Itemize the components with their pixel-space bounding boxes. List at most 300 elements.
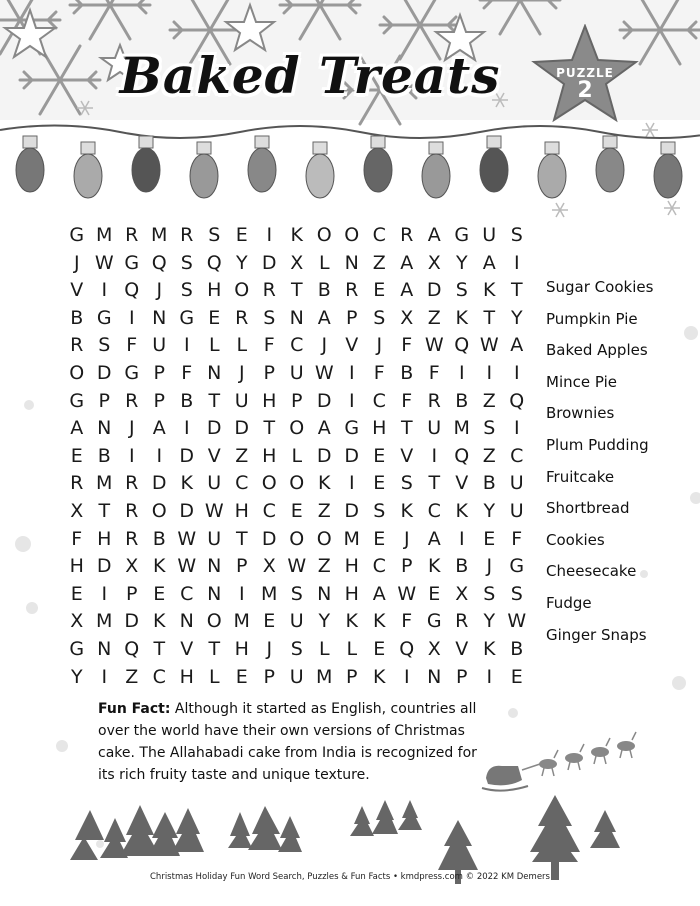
grid-letter[interactable]: J [266,637,273,660]
grid-letter[interactable]: M [96,610,113,633]
grid-letter[interactable]: G [344,417,360,440]
grid-letter[interactable]: O [316,527,332,550]
grid-letter[interactable]: R [125,527,139,550]
grid-letter[interactable]: I [183,334,190,357]
light-bulb-icon [422,142,450,198]
grid-letter[interactable]: O [261,472,277,495]
grid-letter[interactable]: B [97,444,111,467]
grid-letter[interactable]: E [483,527,496,550]
grid-letter[interactable]: R [400,224,414,246]
grid-letter[interactable]: F [71,527,83,550]
grid-letter[interactable]: N [207,582,222,605]
grid-letter[interactable]: W [397,582,417,605]
grid-letter[interactable]: S [510,582,523,605]
grid-letter[interactable]: Y [235,251,248,274]
grid-letter[interactable]: L [208,665,220,688]
grid-letter[interactable]: I [513,361,520,384]
grid-letter[interactable]: K [290,224,303,246]
grid-letter[interactable]: S [263,306,276,329]
grid-letter[interactable]: X [400,306,414,329]
grid-letter[interactable]: R [262,279,276,302]
grid-letter[interactable]: A [400,251,414,274]
grid-letter[interactable]: X [125,555,139,578]
grid-letter[interactable]: G [426,610,442,633]
grid-letter[interactable]: U [509,499,524,522]
grid-letter[interactable]: L [208,334,220,357]
string-lights [0,118,700,208]
grid-letter[interactable]: K [318,472,331,495]
grid-letter[interactable]: N [289,306,304,329]
grid-letter[interactable]: S [373,306,386,329]
grid-letter[interactable]: N [207,361,222,384]
grid-letter[interactable]: R [235,306,249,329]
grid-letter[interactable]: F [181,361,193,384]
grid-letter[interactable]: E [373,279,386,302]
grid-letter[interactable]: S [483,417,496,440]
grid-letter[interactable]: Z [482,444,496,467]
grid-letter[interactable]: Z [372,251,386,274]
grid-letter[interactable]: T [208,389,221,412]
grid-letter[interactable]: C [372,555,386,578]
grid-letter[interactable]: E [428,582,441,605]
grid-letter[interactable]: A [372,582,386,605]
grid-letter[interactable]: T [98,499,111,522]
grid-letter[interactable]: F [511,527,523,550]
grid-letter[interactable]: T [263,417,276,440]
grid-letter[interactable]: V [455,637,469,660]
grid-letter[interactable]: K [373,665,386,688]
grid-letter[interactable]: A [70,417,84,440]
grid-letter[interactable]: G [124,361,140,384]
grid-letter[interactable]: G [69,389,85,412]
grid-letter[interactable]: H [179,665,194,688]
grid-letter[interactable]: R [70,472,84,495]
grid-letter[interactable]: U [509,472,524,495]
grid-letter[interactable]: R [125,499,139,522]
grid-letter[interactable]: W [507,610,527,633]
grid-letter[interactable]: O [69,361,85,384]
grid-letter[interactable]: I [101,582,108,605]
grid-letter[interactable]: R [70,334,84,357]
grid-letter[interactable]: S [483,582,496,605]
grid-letter[interactable]: P [346,665,358,688]
grid-letter[interactable]: X [290,251,304,274]
grid-letter[interactable]: C [262,499,276,522]
grid-letter[interactable]: E [290,499,303,522]
grid-letter[interactable]: F [373,361,385,384]
grid-letter[interactable]: E [208,306,221,329]
grid-letter[interactable]: E [235,224,248,246]
grid-letter[interactable]: U [207,527,222,550]
grid-letter[interactable]: I [431,444,438,467]
fun-fact-label: Fun Fact: [98,701,171,717]
grid-letter[interactable]: L [318,251,330,274]
grid-letter[interactable]: I [238,582,245,605]
grid-letter[interactable]: X [70,499,84,522]
grid-letter[interactable]: T [290,279,303,302]
grid-letter[interactable]: I [513,417,520,440]
grid-letter[interactable]: M [96,472,113,495]
grid-letter[interactable]: G [69,637,85,660]
grid-letter[interactable]: I [183,417,190,440]
grid-letter[interactable]: D [261,251,277,274]
grid-letter[interactable]: P [153,389,165,412]
grid-letter[interactable]: K [153,555,166,578]
grid-letter[interactable]: J [376,334,383,357]
grid-letter[interactable]: O [206,610,222,633]
grid-letter[interactable]: J [321,334,328,357]
grid-letter[interactable]: B [455,389,469,412]
grid-letter[interactable]: K [428,555,441,578]
grid-letter[interactable]: V [207,444,221,467]
grid-letter[interactable]: C [180,582,194,605]
grid-letter[interactable]: D [151,472,167,495]
word-list-item: Fudge [546,593,592,612]
light-bulb-icon [654,142,682,198]
grid-letter[interactable]: R [345,279,359,302]
grid-letter[interactable]: F [428,361,440,384]
grid-letter[interactable]: S [455,279,468,302]
grid-letter[interactable]: L [236,334,248,357]
grid-letter[interactable]: H [207,279,222,302]
grid-letter[interactable]: L [346,637,358,660]
grid-letter[interactable]: N [97,637,112,660]
grid-letter[interactable]: O [289,527,305,550]
grid-letter[interactable]: C [290,334,304,357]
grid-letter[interactable]: I [486,665,493,688]
grid-letter[interactable]: C [372,224,386,246]
grid-letter[interactable]: O [344,224,360,246]
grid-letter[interactable]: U [234,389,249,412]
grid-letter[interactable]: C [235,472,249,495]
grid-letter[interactable]: Z [317,499,331,522]
grid-letter[interactable]: I [458,527,465,550]
grid-letter[interactable]: F [401,389,413,412]
grid-letter[interactable]: G [509,555,525,578]
grid-letter[interactable]: E [373,444,386,467]
grid-letter[interactable]: D [426,279,442,302]
grid-letter[interactable]: W [287,555,307,578]
grid-letter[interactable]: J [73,251,80,274]
grid-letter[interactable]: Y [483,499,496,522]
grid-letter[interactable]: Q [509,389,525,412]
grid-letter[interactable]: F [126,334,138,357]
grid-letter[interactable]: B [455,555,469,578]
grid-letter[interactable]: O [234,279,250,302]
grid-letter[interactable]: I [486,361,493,384]
grid-letter[interactable]: D [96,361,112,384]
grid-letter[interactable]: L [318,637,330,660]
grid-letter[interactable]: Y [483,610,496,633]
grid-letter[interactable]: B [70,306,84,329]
grid-letter[interactable]: N [152,306,167,329]
grid-letter[interactable]: P [346,306,358,329]
grid-letter[interactable]: H [262,444,277,467]
grid-letter[interactable]: I [266,224,273,246]
grid-letter[interactable]: P [263,361,275,384]
grid-letter[interactable]: Q [454,444,470,467]
grid-letter[interactable]: A [482,251,496,274]
grid-letter[interactable]: E [373,527,386,550]
grid-letter[interactable]: Y [318,610,331,633]
grid-letter[interactable]: P [291,389,303,412]
grid-letter[interactable]: A [152,417,166,440]
grid-letter[interactable]: D [316,389,332,412]
grid-letter[interactable]: V [455,472,469,495]
grid-letter[interactable]: A [317,306,331,329]
grid-letter[interactable]: Z [235,444,249,467]
grid-letter[interactable]: A [400,279,414,302]
grid-letter[interactable]: R [427,389,441,412]
grid-letter[interactable]: I [128,444,135,467]
grid-letter[interactable]: U [289,361,304,384]
grid-letter[interactable]: E [70,444,83,467]
grid-letter[interactable]: M [261,582,278,605]
grid-letter[interactable]: U [289,610,304,633]
grid-letter[interactable]: P [263,665,275,688]
grid-letter[interactable]: R [125,389,139,412]
letter-grid [63,222,531,691]
grid-letter[interactable]: G [69,224,85,246]
snow-dot [15,536,31,552]
grid-letter[interactable]: D [179,444,195,467]
grid-letter[interactable]: Z [427,306,441,329]
grid-letter[interactable]: N [97,417,112,440]
grid-letter[interactable]: S [98,334,111,357]
grid-letter[interactable]: A [510,334,524,357]
grid-letter[interactable]: G [124,251,140,274]
grid-letter[interactable]: G [96,306,112,329]
grid-letter[interactable]: K [153,610,166,633]
grid-letter[interactable]: K [483,637,496,660]
grid-letter[interactable]: S [180,279,193,302]
grid-letter[interactable]: N [427,665,442,688]
grid-letter[interactable]: S [373,499,386,522]
grid-letter[interactable]: I [348,389,355,412]
grid-letter[interactable]: N [317,582,332,605]
grid-letter[interactable]: K [373,610,386,633]
grid-letter[interactable]: Q [206,251,222,274]
grid-letter[interactable]: S [290,582,303,605]
grid-letter[interactable]: E [263,610,276,633]
grid-letter[interactable]: E [373,637,386,660]
grid-letter[interactable]: Y [510,306,523,329]
grid-letter[interactable]: Z [125,665,139,688]
grid-letter[interactable]: Q [124,637,140,660]
grid-letter[interactable]: D [344,444,360,467]
grid-letter[interactable]: S [290,637,303,660]
grid-letter[interactable]: A [427,527,441,550]
snow-dot [640,570,648,578]
grid-letter[interactable]: P [236,555,248,578]
grid-letter[interactable]: X [427,637,441,660]
grid-letter[interactable]: C [427,499,441,522]
grid-letter[interactable]: R [180,224,194,246]
grid-letter[interactable]: P [153,361,165,384]
grid-letter[interactable]: H [344,555,359,578]
grid-letter[interactable]: X [262,555,276,578]
grid-letter[interactable]: T [483,306,496,329]
grid-letter[interactable]: M [233,610,250,633]
grid-letter[interactable]: I [128,306,135,329]
grid-letter[interactable]: U [289,665,304,688]
grid-letter[interactable]: S [510,224,523,246]
grid-letter[interactable]: V [70,279,84,302]
grid-letter[interactable]: I [348,472,355,495]
grid-letter[interactable]: M [151,224,168,246]
grid-letter[interactable]: T [428,472,441,495]
grid-letter[interactable]: I [348,361,355,384]
grid-letter[interactable]: U [207,472,222,495]
grid-letter[interactable]: D [344,499,360,522]
grid-letter[interactable]: K [180,472,193,495]
grid-letter[interactable]: B [152,527,166,550]
grid-letter[interactable]: X [455,582,469,605]
grid-letter[interactable]: H [234,637,249,660]
grid-letter[interactable]: H [97,527,112,550]
grid-letter[interactable]: J [403,527,410,550]
grid-letter[interactable]: C [510,444,524,467]
grid-letter[interactable]: W [424,334,444,357]
grid-letter[interactable]: D [124,610,140,633]
grid-letter[interactable]: E [510,665,523,688]
grid-letter[interactable]: P [126,582,138,605]
grid-letter[interactable]: K [400,499,413,522]
grid-letter[interactable]: H [234,499,249,522]
grid-letter[interactable]: W [94,251,114,274]
grid-letter[interactable]: D [179,499,195,522]
grid-letter[interactable]: V [180,637,194,660]
grid-letter[interactable]: C [152,665,166,688]
grid-letter[interactable]: R [455,610,469,633]
grid-letter[interactable]: Q [124,279,140,302]
grid-letter[interactable]: L [291,444,303,467]
grid-letter[interactable]: D [234,417,250,440]
grid-letter[interactable]: Q [151,251,167,274]
grid-letter[interactable]: F [263,334,275,357]
grid-letter[interactable]: U [427,417,442,440]
grid-letter[interactable]: D [316,444,332,467]
page-title: Baked Treats [119,46,501,105]
grid-letter[interactable]: F [401,334,413,357]
grid-letter[interactable]: Q [399,637,415,660]
grid-letter[interactable]: N [179,610,194,633]
grid-letter[interactable]: Y [70,665,83,688]
grid-letter[interactable]: W [314,361,334,384]
grid-letter[interactable]: T [510,279,523,302]
grid-letter[interactable]: T [208,637,221,660]
grid-letter[interactable]: J [486,555,493,578]
grid-letter[interactable]: E [70,582,83,605]
grid-letter[interactable]: E [153,582,166,605]
grid-letter[interactable]: Y [455,251,468,274]
grid-letter[interactable]: B [400,361,414,384]
grid-letter[interactable]: Q [454,334,470,357]
grid-letter[interactable]: H [262,389,277,412]
grid-letter[interactable]: K [455,499,468,522]
grid-letter[interactable]: J [128,417,135,440]
grid-letter[interactable]: K [345,610,358,633]
grid-letter[interactable]: U [482,224,497,246]
grid-letter[interactable]: I [513,251,520,274]
grid-letter[interactable]: M [316,665,333,688]
grid-letter[interactable]: W [177,527,197,550]
grid-letter[interactable]: T [400,417,413,440]
grid-letter[interactable]: H [372,417,387,440]
grid-letter[interactable]: G [179,306,195,329]
grid-letter[interactable]: J [156,279,163,302]
grid-letter[interactable]: B [180,389,194,412]
grid-letter[interactable]: E [235,665,248,688]
grid-letter[interactable]: P [456,665,468,688]
grid-letter[interactable]: X [427,251,441,274]
grid-letter[interactable]: D [96,555,112,578]
grid-letter[interactable]: M [343,527,360,550]
word-list-item: Shortbread [546,499,630,518]
grid-letter[interactable]: M [453,417,470,440]
grid-letter[interactable]: F [401,610,413,633]
grid-letter[interactable]: Z [482,389,496,412]
grid-letter[interactable]: U [152,334,167,357]
grid-letter[interactable]: D [261,527,277,550]
grid-letter[interactable]: B [482,472,496,495]
grid-letter[interactable]: G [454,224,470,246]
grid-letter[interactable]: A [317,417,331,440]
grid-letter[interactable]: O [151,499,167,522]
grid-letter[interactable]: J [238,361,245,384]
grid-letter[interactable]: V [400,444,414,467]
grid-letter[interactable]: D [206,417,222,440]
grid-letter[interactable]: I [403,665,410,688]
grid-letter[interactable]: K [455,306,468,329]
grid-letter[interactable]: O [316,224,332,246]
grid-letter[interactable]: S [208,224,221,246]
grid-letter[interactable]: Z [317,555,331,578]
grid-letter[interactable]: P [98,389,110,412]
grid-letter[interactable]: X [70,610,84,633]
grid-letter[interactable]: S [180,251,193,274]
grid-letter[interactable]: N [344,251,359,274]
grid-letter[interactable]: P [401,555,413,578]
grid-letter[interactable]: I [101,279,108,302]
grid-letter[interactable]: N [207,555,222,578]
grid-letter[interactable]: I [156,444,163,467]
grid-letter[interactable]: R [125,472,139,495]
grid-letter[interactable]: W [177,555,197,578]
grid-letter[interactable]: A [427,224,441,246]
grid-letter[interactable]: O [289,417,305,440]
grid-letter[interactable]: V [345,334,359,357]
grid-letter[interactable]: I [101,665,108,688]
grid-letter[interactable]: M [96,224,113,246]
grid-letter[interactable]: R [125,224,139,246]
grid-letter[interactable]: S [400,472,413,495]
grid-letter[interactable]: W [204,499,224,522]
fun-fact-text: Although it started as English, countries all over the world have their own versions of Christmas cake. The Allahabadi cake from India is recognized for its rich fruity taste and unique texture. [98,701,477,783]
grid-letter[interactable]: H [344,582,359,605]
grid-letter[interactable]: I [458,361,465,384]
grid-letter[interactable]: B [317,279,331,302]
grid-letter[interactable]: E [373,472,386,495]
grid-letter[interactable]: T [153,637,166,660]
grid-letter[interactable]: T [235,527,248,550]
grid-letter[interactable]: B [510,637,524,660]
grid-letter[interactable]: O [289,472,305,495]
grid-letter[interactable]: W [479,334,499,357]
grid-letter[interactable]: K [483,279,496,302]
grid-letter[interactable]: C [372,389,386,412]
grid-letter[interactable]: H [69,555,84,578]
